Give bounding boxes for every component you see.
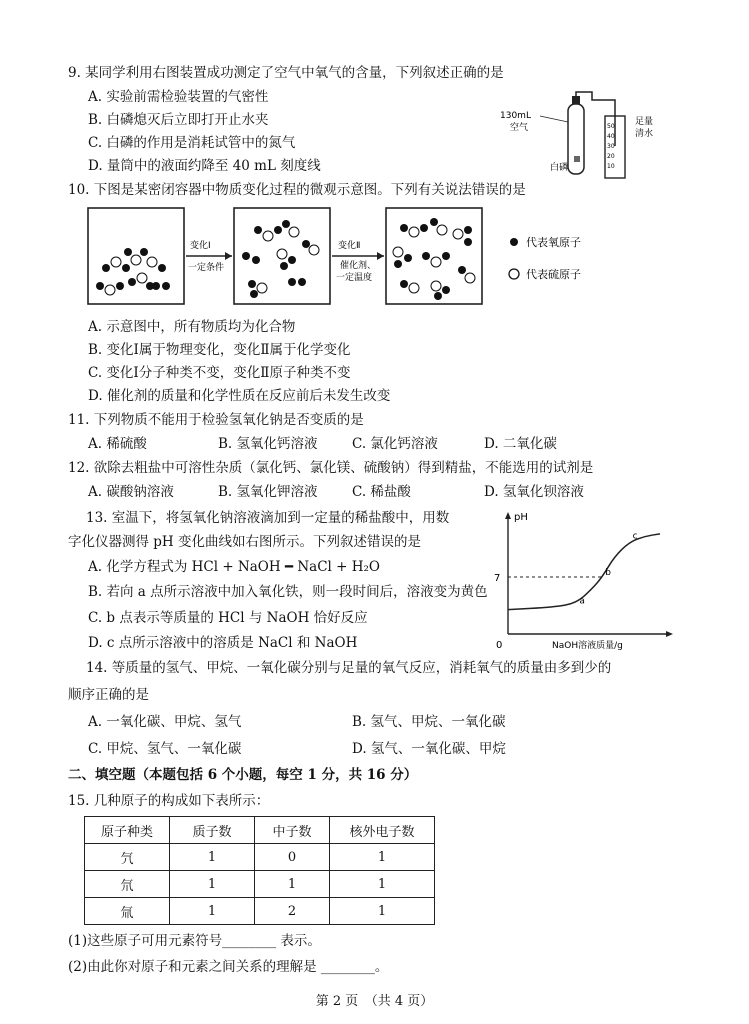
q13-option-b: B. 若向 a 点所示溶液中加入氧化铁，则一段时间后，溶液变为黄色 [88, 584, 488, 600]
q13-option-c: C. b 点表示等质量的 HCl 与 NaOH 恰好反应 [88, 610, 368, 626]
tick-label: 10 [607, 163, 615, 170]
q12-option-d: D. 氢氧化钡溶液 [484, 484, 584, 500]
q10-micro-diagram [86, 206, 646, 310]
q9-stem: 9. 某同学利用右图装置成功测定了空气中氧气的含量，下列叙述正确的是 [68, 65, 504, 81]
phosphorus-label: 白磷 [550, 163, 569, 173]
q12-option-a: A. 碳酸钠溶液 [88, 484, 174, 500]
table-cell: 1 [170, 844, 255, 871]
oxygen-atom-legend-icon [510, 238, 518, 246]
q11-option-c: C. 氯化钙溶液 [352, 436, 438, 452]
test-tube-icon [568, 104, 584, 174]
q10-option-d: D. 催化剂的质量和化学性质在反应前后未发生改变 [88, 388, 391, 404]
tick-label: 30 [607, 143, 615, 150]
table-cell: 氚 [85, 898, 170, 925]
q13-option-a: A. 化学方程式为 HCl + NaOH ━ NaCl + H₂O [88, 559, 381, 575]
molecules-initial [96, 248, 170, 295]
q15-sub-1: (1)这些原子可用元素符号________ 表示。 [68, 933, 321, 949]
q14-stem-1: 14. 等质量的氢气、甲烷、一氧化碳分别与足量的氧气反应，消耗氧气的质量由多到少的 [86, 660, 612, 676]
table-cell: 1 [330, 844, 435, 871]
y-axis-arrow [505, 512, 511, 519]
water-label-1: 足量 [635, 117, 654, 127]
tube-volume-label: 130mL [500, 111, 531, 121]
point-label-c: c [632, 531, 638, 542]
q9-apparatus-figure [480, 86, 680, 186]
tube-air-label: 空气 [510, 123, 529, 133]
atom-composition-table [84, 816, 435, 925]
tick-label: 40 [607, 133, 615, 140]
arrow-1-bottom-label: 一定条件 [188, 263, 225, 273]
table-cell: 1 [330, 871, 435, 898]
cylinder-ticks [607, 123, 615, 170]
arrow-1-top-label: 变化Ⅰ [190, 241, 211, 251]
section-2-title: 二、填空题（本题包括 6 个小题，每空 1 分，共 16 分） [68, 767, 418, 783]
phosphorus-icon [574, 156, 580, 162]
table-row [85, 871, 435, 898]
q12-option-c: C. 稀盐酸 [352, 484, 411, 500]
x-axis-label: NaOH溶液质量/g [552, 641, 623, 651]
molecules-middle [242, 220, 319, 298]
table-row [85, 898, 435, 925]
q14-stem-2: 顺序正确的是 [68, 687, 149, 703]
arrow-2-top-label: 变化Ⅱ [338, 241, 361, 251]
table-cell: 氘 [85, 871, 170, 898]
q11-option-a: A. 稀硫酸 [88, 436, 147, 452]
table-header-cell: 核外电子数 [330, 817, 435, 844]
q10-option-a: A. 示意图中，所有物质均为化合物 [88, 319, 296, 335]
q10-option-b: B. 变化Ⅰ属于物理变化，变化Ⅱ属于化学变化 [88, 342, 351, 358]
q12-option-b: B. 氢氧化钾溶液 [218, 484, 318, 500]
table-cell: 1 [330, 898, 435, 925]
q10-stem: 10. 下图是某密闭容器中物质变化过程的微观示意图。下列有关说法错误的是 [68, 182, 526, 198]
point-label-b: b [605, 568, 611, 578]
page-footer: 第 2 页 （共 4 页） [315, 994, 434, 1009]
table-header-cell: 原子种类 [85, 817, 170, 844]
q10-option-c: C. 变化Ⅰ分子种类不变，变化Ⅱ原子种类不变 [88, 365, 351, 381]
q9-option-b: B. 白磷熄灭后立即打开止水夹 [88, 112, 269, 128]
table-cell: 2 [255, 898, 330, 925]
table-cell: 1 [170, 871, 255, 898]
q13-option-d: D. c 点所示溶液中的溶质是 NaCl 和 NaOH [88, 635, 358, 651]
y-tick-7-label: 7 [494, 573, 501, 584]
table-cell: 氕 [85, 844, 170, 871]
molecules-final [393, 218, 475, 300]
q9-option-d: D. 量筒中的液面约降至 40 mL 刻度线 [88, 158, 321, 174]
q9-option-a: A. 实验前需检验装置的气密性 [88, 89, 269, 105]
table-header-cell: 中子数 [255, 817, 330, 844]
q13-stem-2: 字化仪器测得 pH 变化曲线如右图所示。下列叙述错误的是 [68, 534, 421, 550]
water-label-2: 清水 [635, 129, 654, 139]
table-header-cell: 质子数 [170, 817, 255, 844]
q11-stem: 11. 下列物质不能用于检验氢氧化钠是否变质的是 [68, 412, 364, 428]
y-axis-label: pH [514, 512, 528, 523]
point-label-a: a [579, 596, 585, 607]
q13-stem-1: 13. 室温下，将氢氧化钠溶液滴加到一定量的稀盐酸中，用数 [86, 510, 450, 526]
legend-sulfur-label: 代表硫原子 [526, 268, 581, 281]
q15-stem: 15. 几种原子的构成如下表所示： [68, 793, 270, 809]
legend-oxygen-label: 代表氧原子 [526, 236, 581, 249]
q14-option-b: B. 氢气、甲烷、一氧化碳 [352, 714, 506, 730]
q15-sub-2: (2)由此你对原子和元素之间关系的理解是 ________。 [68, 959, 389, 975]
table-cell: 1 [255, 871, 330, 898]
arrow-2-bottom-label-1: 催化剂、 [340, 261, 377, 271]
sulfur-atom-legend-icon [509, 269, 519, 279]
ph-curve-chart [490, 506, 680, 654]
x-axis-arrow [666, 631, 673, 637]
tick-label: 50 [607, 123, 615, 130]
q9-option-c: C. 白磷的作用是消耗试管中的氮气 [88, 135, 296, 151]
q12-stem: 12. 欲除去粗盐中可溶性杂质（氯化钙、氯化镁、硫酸钠）得到精盐，不能选用的试剂是 [68, 460, 594, 476]
table-cell: 1 [170, 898, 255, 925]
q14-option-c: C. 甲烷、氢气、一氧化碳 [88, 741, 242, 757]
q14-option-d: D. 氢气、一氧化碳、甲烷 [352, 741, 506, 757]
q14-option-a: A. 一氧化碳、甲烷、氢气 [88, 714, 242, 730]
arrow-2-bottom-label-2: 一定温度 [336, 273, 373, 283]
origin-label: 0 [496, 640, 503, 651]
tick-label: 20 [607, 153, 615, 160]
q11-option-b: B. 氢氧化钙溶液 [218, 436, 318, 452]
table-row [85, 844, 435, 871]
q11-option-d: D. 二氧化碳 [484, 436, 557, 452]
table-cell: 0 [255, 844, 330, 871]
table-header-row [85, 817, 435, 844]
